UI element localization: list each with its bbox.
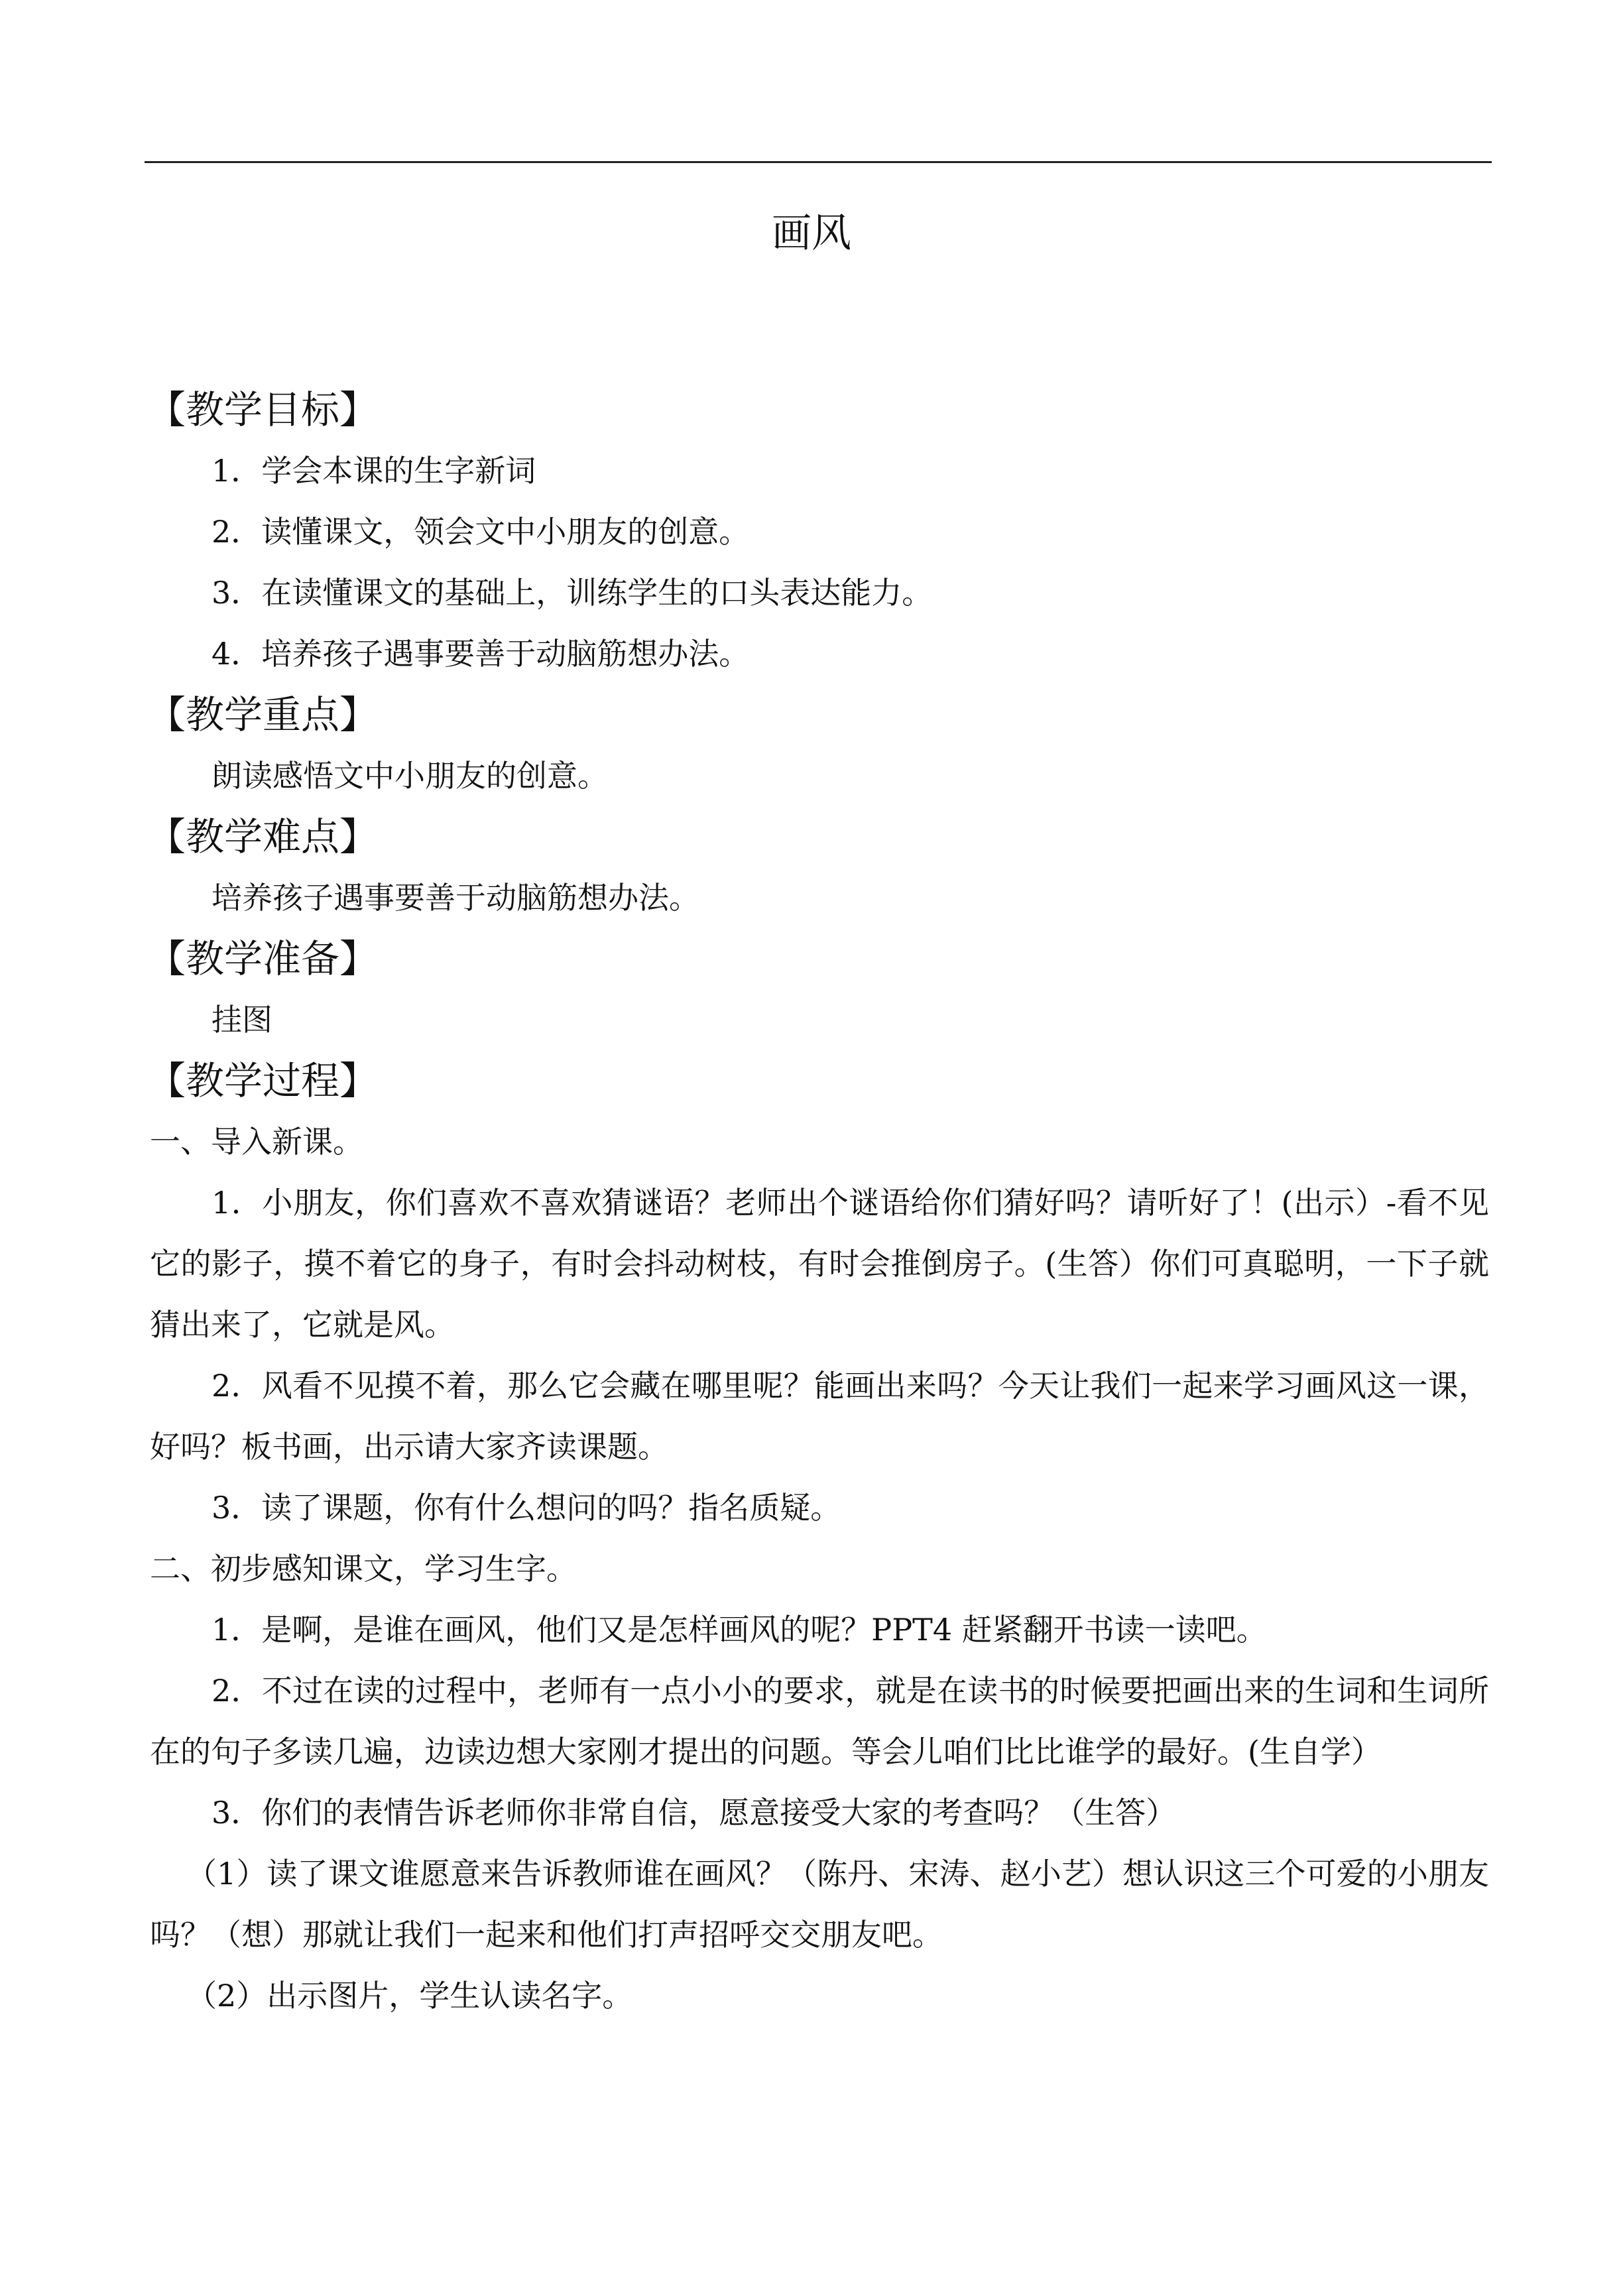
objective-item: 3．在读懂课文的基础上，训练学生的口头表达能力。 [211, 575, 933, 611]
process-paragraph: 1．是啊，是谁在画风，他们又是怎样画风的呢？PPT4 赶紧翻开书读一读吧。 [211, 1612, 1267, 1648]
page-title: 画风 [772, 210, 851, 257]
objective-item: 4．培养孩子遇事要善于动脑筋想办法。 [211, 636, 750, 672]
process-paragraph: 3．你们的表情告诉老师你非常自信，愿意接受大家的考查吗？（生答） [211, 1795, 1177, 1831]
section-heading-objectives: 【教学目标】 [147, 387, 379, 432]
process-paragraph: 3．读了课题，你有什么想问的吗？指名质疑。 [211, 1490, 841, 1526]
preparation-text: 挂图 [211, 1002, 272, 1038]
header-rule [145, 161, 1492, 163]
process-paragraph: 2．风看不见摸不着，那么它会藏在哪里呢？能画出来吗？今天让我们一起来学习画风这一课，好吗？板书画，出示请大家齐读课题。 [150, 1368, 1489, 1465]
section-heading-difficulties: 【教学难点】 [147, 814, 379, 859]
process-paragraph: 1．小朋友，你们喜欢不喜欢猜谜语？老师出个谜语给你们猜好吗？请听好了！(出示）-看不见它的影子，摸不着它的身子，有时会抖动树枝，有时会推倒房子。(生答）你们可真聪明，一下子就猜出来了，它就是风。 [150, 1185, 1489, 1343]
process-paragraph: 2．不过在读的过程中，老师有一点小小的要求，就是在读书的时候要把画出来的生词和生词所在的句子多读几遍，边读边想大家刚才提出的问题。等会儿咱们比比谁学的最好。(生自学） [150, 1673, 1489, 1770]
objective-item: 2．读懂课文，领会文中小朋友的创意。 [211, 514, 750, 550]
section-heading-key-points: 【教学重点】 [147, 692, 379, 737]
process-subparagraph: （1）读了课文谁愿意来告诉教师谁在画风？（陈丹、宋涛、赵小艺）想认识这三个可爱的小朋友吗？（想）那就让我们一起来和他们打声招呼交交朋友吧。 [150, 1856, 1489, 1953]
process-subparagraph: （2）出示图片，学生认读名字。 [186, 1978, 633, 2014]
difficulties-text: 培养孩子遇事要善于动脑筋想办法。 [211, 880, 699, 916]
objective-item: 1．学会本课的生字新词 [211, 453, 536, 489]
section-heading-process: 【教学过程】 [147, 1058, 379, 1103]
process-part-title: 二、初步感知课文，学习生字。 [150, 1551, 577, 1587]
key-points-text: 朗读感悟文中小朋友的创意。 [211, 758, 608, 794]
process-part-title: 一、导入新课。 [150, 1124, 363, 1160]
section-heading-preparation: 【教学准备】 [147, 936, 379, 981]
document-body [147, 379, 1489, 2026]
